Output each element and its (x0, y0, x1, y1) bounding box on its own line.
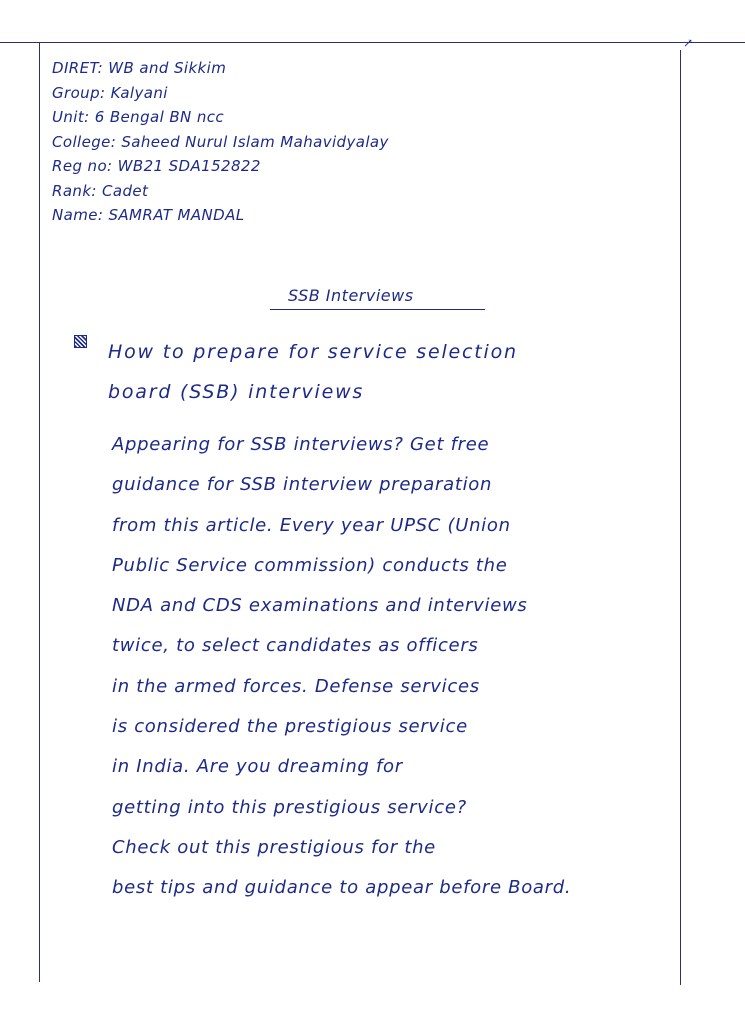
body-line: guidance for SSB interview preparation (112, 474, 493, 496)
detail-name: Name: SAMRAT MANDAL (52, 206, 245, 224)
title-underline (270, 309, 485, 310)
body-line: getting into this prestigious service? (112, 796, 467, 818)
heading-line: board (SSB) interviews (108, 381, 365, 403)
heading-line: How to prepare for service selection (108, 341, 518, 363)
detail-unit: Unit: 6 Bengal BN ncc (52, 108, 225, 126)
detail-college: College: Saheed Nurul Islam Mahavidyalay (52, 132, 389, 151)
detail-group: Group: Kalyani (52, 83, 168, 102)
body-line: twice, to select candidates as officers (112, 635, 479, 657)
section-heading (108, 332, 668, 412)
corner-arrow-icon: ↗ (683, 36, 694, 50)
right-margin-line (680, 50, 681, 985)
body-line: in India. Are you dreaming for (112, 756, 403, 778)
body-line: NDA and CDS examinations and interviews (112, 595, 528, 617)
checkbox-bullet-icon (74, 335, 87, 348)
page-title: SSB Interviews (288, 286, 414, 305)
left-margin-line (39, 42, 40, 982)
cadet-details (52, 56, 389, 228)
detail-rank: Rank: Cadet (52, 181, 149, 200)
body-text (112, 425, 672, 909)
detail-reg-no: Reg no: WB21 SDA152822 (52, 157, 261, 175)
body-line: is considered the prestigious service (112, 716, 468, 738)
body-line: in the armed forces. Defense services (112, 675, 480, 697)
body-line: best tips and guidance to appear before Board. (112, 877, 572, 899)
body-line: Check out this prestigious for the (112, 836, 436, 858)
top-margin-line (0, 42, 745, 43)
body-line: Public Service commission) conducts the (112, 554, 508, 576)
body-line: Appearing for SSB interviews? Get free (112, 434, 490, 455)
body-line: from this article. Every year UPSC (Union (112, 514, 511, 536)
detail-directorate: DIRET: WB and Sikkim (52, 59, 227, 77)
